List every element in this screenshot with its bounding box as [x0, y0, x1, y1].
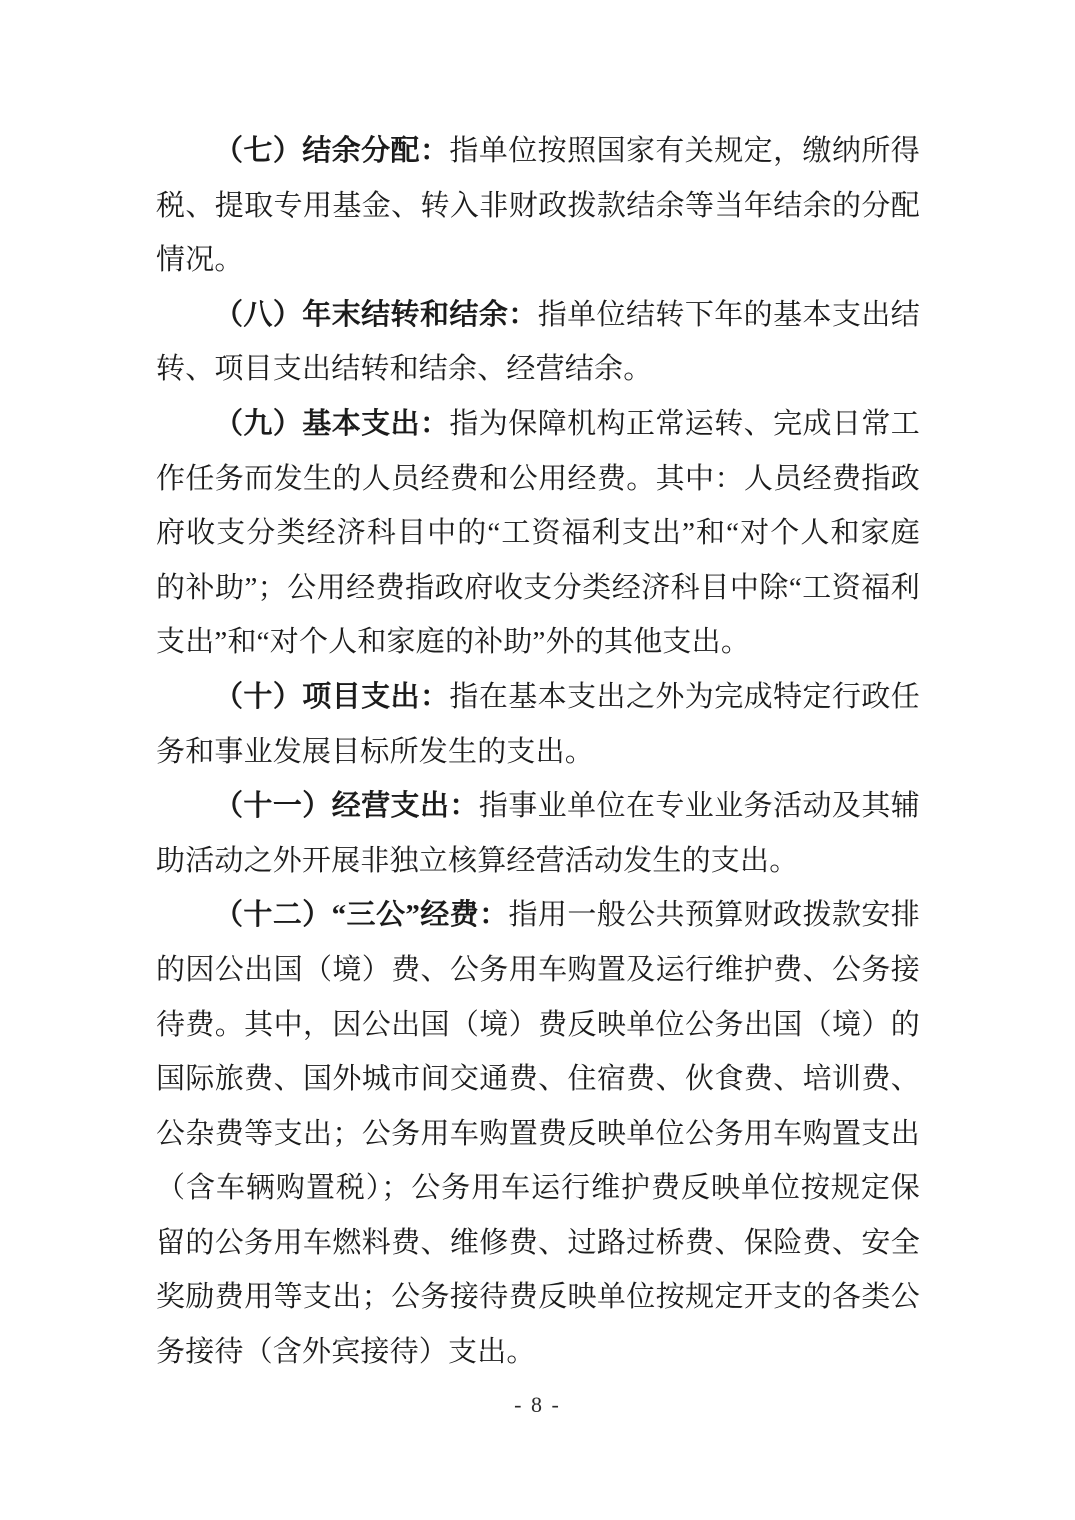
paragraph-text: 指单位结转下年的基本支出结转、项目支出结转和结余、经营结余。	[156, 298, 920, 386]
paragraph-text: 指在基本支出之外为完成特定行政任务和事业发展目标所发生的支出。	[156, 680, 920, 768]
paragraph-label: （九）基本支出：	[214, 407, 450, 440]
page-number: - 8 -	[514, 1392, 561, 1417]
paragraph-item-9	[156, 397, 920, 670]
paragraph-item-10	[156, 670, 920, 779]
paragraph-label: （八）年末结转和结余：	[214, 298, 538, 331]
paragraph-text: 指事业单位在专业业务活动及其辅助活动之外开展非独立核算经营活动发生的支出。	[156, 790, 920, 877]
paragraph-label: （十一）经营支出：	[214, 790, 479, 823]
paragraph-item-12	[156, 888, 920, 1379]
document-body	[156, 124, 920, 1380]
paragraph-label: （七）结余分配：	[214, 135, 450, 167]
paragraph-item-8	[156, 288, 920, 397]
paragraph-text: 指用一般公共预算财政拨款安排的因公出国（境）费、公务用车购置及运行维护费、公务接待费。其中，因公出国（境）费反映单位公务出国（境）的国际旅费、国外城市间交通费、住宿费、伙食费、培训费、公杂费等支出；公务用车购置费反映单位公务用车购置支出（含车辆购置税）；公务用车运行维护费反映单位按规定保留的公务用车燃料费、维修费、过路过桥费、保险费、安全奖励费用等支出；公务接待费反映单位按规定开支的各类公务接待（含外宾接待）支出。	[156, 899, 921, 1369]
paragraph-item-11	[156, 779, 920, 888]
paragraph-text: 指为保障机构正常运转、完成日常工作任务而发生的人员经费和公用经费。其中：人员经费指政府收支分类经济科目中的“工资福利支出”和“对个人和家庭的补助”；公用经费指政府收支分类经济科目中除“工资福利支出”和“对个人和家庭的补助”外的其他支出。	[156, 407, 920, 659]
paragraph-label: （十）项目支出：	[214, 680, 450, 713]
paragraph-text: 指单位按照国家有关规定，缴纳所得税、提取专用基金、转入非财政拨款结余等当年结余的分配情况。	[156, 135, 920, 277]
paragraph-item-7	[156, 124, 920, 288]
paragraph-label: （十二）“三公”经费：	[214, 899, 509, 932]
